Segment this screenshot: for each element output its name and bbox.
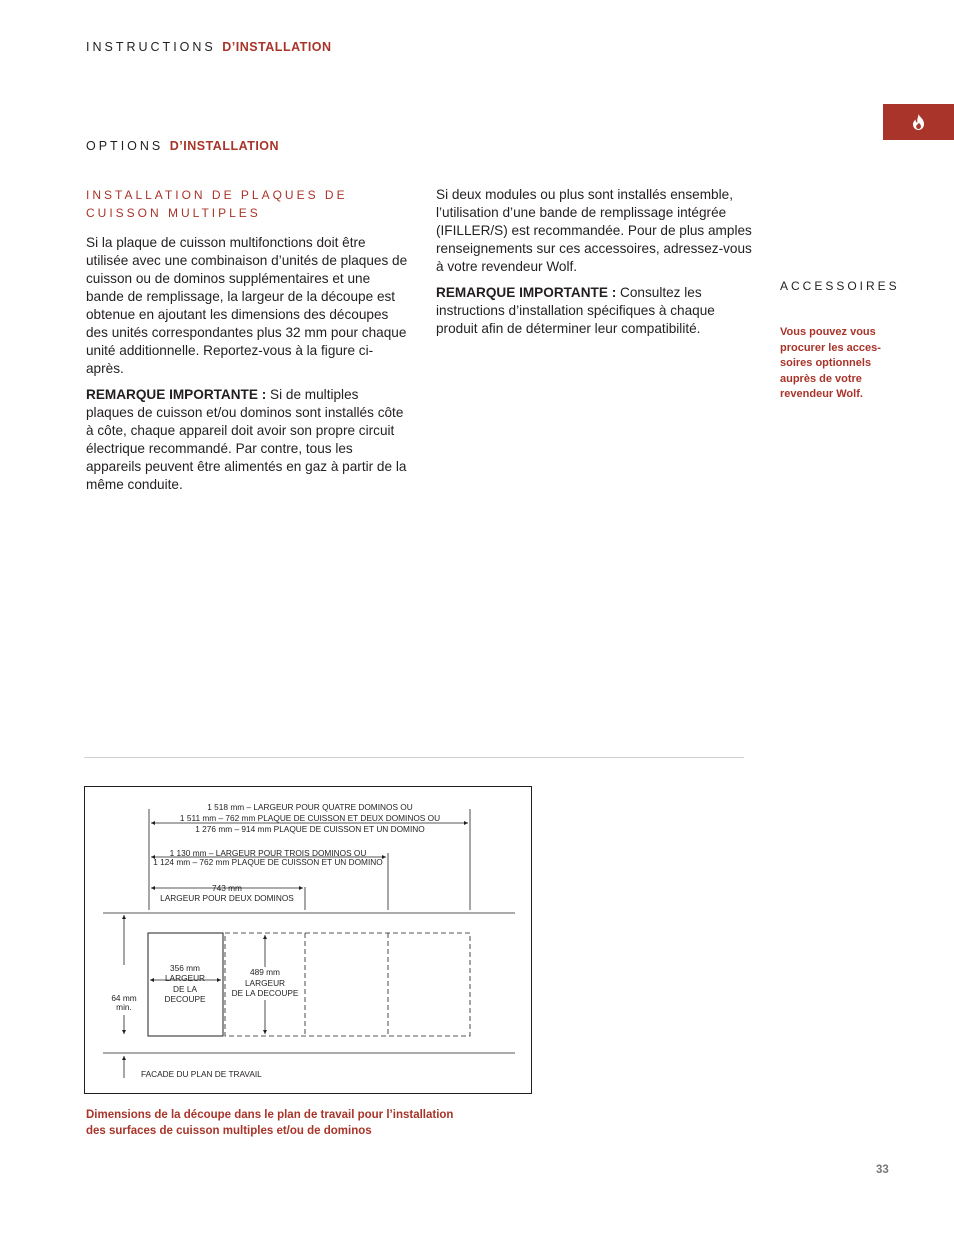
section-tab [883,104,954,140]
dim-743-line2: LARGEUR POUR DEUX DOMINOS [160,893,294,903]
sidebar-line: soires optionnels [780,357,872,369]
section-title [86,139,279,153]
sidebar-line: revendeur Wolf. [780,388,863,400]
important-note-electrical [86,386,408,494]
section-prefix: OPTIONS [86,139,164,153]
header-prefix: INSTRUCTIONS [86,40,216,54]
cut-489-line1: 489 mm [250,967,280,977]
dim-1518-line1: 1 518 mm – LARGEUR POUR QUATRE DOMINOS OU [207,802,413,812]
cut-356-line2: LARGEUR [164,973,206,983]
min-64-line1: 64 mm [111,993,137,1003]
dim-1518-line2: 1 511 mm – 762 mm PLAQUE DE CUISSON ET DEUX DOMINOS OU [179,813,441,823]
dim-1130-line2: 1 124 mm – 762 mm PLAQUE DE CUISSON ET UN DOMINO [153,857,383,867]
caption-line2: des surfaces de cuisson multiples et/ou de dominos [86,1125,372,1137]
important-note-compatibility [436,284,758,338]
dim-1518-line3: 1 276 mm – 914 mm PLAQUE DE CUISSON ET UN DOMINO [195,824,425,834]
min-64-line2: min. [116,1002,132,1012]
page-number: 33 [876,1164,889,1176]
paragraph-filler-strip: Si deux modules ou plus sont installés ensemble, l’utilisation d’une bande de remplissage intégrée (IFILLER/S) est recommandée. Pour de plus amples renseignements sur ces accessoires, adressez-vous à votre revendeur Wolf. [436,187,752,274]
sidebar-line: auprès de votre [780,372,862,385]
sidebar-title: ACCESSOIRES [780,279,900,293]
front-label: FACADE DU PLAN DE TRAVAIL [141,1069,262,1079]
left-column [86,186,408,502]
flame-icon [912,114,925,130]
paragraph-multiple-cooktops: Si la plaque de cuisson multifonctions doit être utilisée avec une combinaison d’unités de plaques de cuisson ou de dominos supplémentaires et une bande de remplissage, la largeur de la découpe est obtenue en ajoutant les dimensions des découpes des unités correspondantes plus 32 mm pour chaque unité additionnelle. Reportez-vous à la figure ci-après. [86,235,408,376]
middle-column [436,186,758,346]
subheading-line2: CUISSON MULTIPLES [86,206,261,220]
cut-489-line2: LARGEUR [244,978,286,988]
caption-line1: Dimensions de la découpe dans le plan de travail pour l’installation [86,1109,454,1121]
sidebar-line: Vous pouvez vous [780,326,876,338]
diagram-drawing [85,787,531,1093]
sidebar-line: procurer les acces- [780,341,881,354]
figure-caption [86,1107,526,1139]
cut-356-line1: 356 mm [170,963,200,973]
subheading [86,186,408,222]
section-emphasis: D’INSTALLATION [169,139,280,153]
note-label: REMARQUE IMPORTANTE : [436,285,617,300]
cut-489-line3: DE LA DECOUPE [231,988,299,998]
cutout-dimensions-diagram [84,786,532,1094]
dim-1130-line1: 1 130 mm – LARGEUR POUR TROIS DOMINOS OU [169,848,367,858]
subheading-line1: INSTALLATION DE PLAQUES DE [86,188,348,202]
cut-356-line3: DE LA [173,984,197,994]
running-header [86,40,332,54]
horizontal-divider [84,757,744,758]
cut-356-line4: DECOUPE [164,994,206,1004]
header-emphasis: D’INSTALLATION [222,40,332,54]
dim-743-line1: 743 mm [212,883,242,893]
note-text: Si de multiples plaques de cuisson et/ou dominos sont installés côte à côte, chaque appareil doit avoir son propre circuit électrique recommandé. Par contre, tous les appareils peuvent être alimentés en gaz à partir de la même conduite. [86,387,407,492]
note-label: REMARQUE IMPORTANTE : [86,387,267,402]
note-text: Consultez les instructions d’installation spécifiques à chaque produit afin de déterminer leur compatibilité. [436,285,715,336]
sidebar-note [780,325,910,403]
